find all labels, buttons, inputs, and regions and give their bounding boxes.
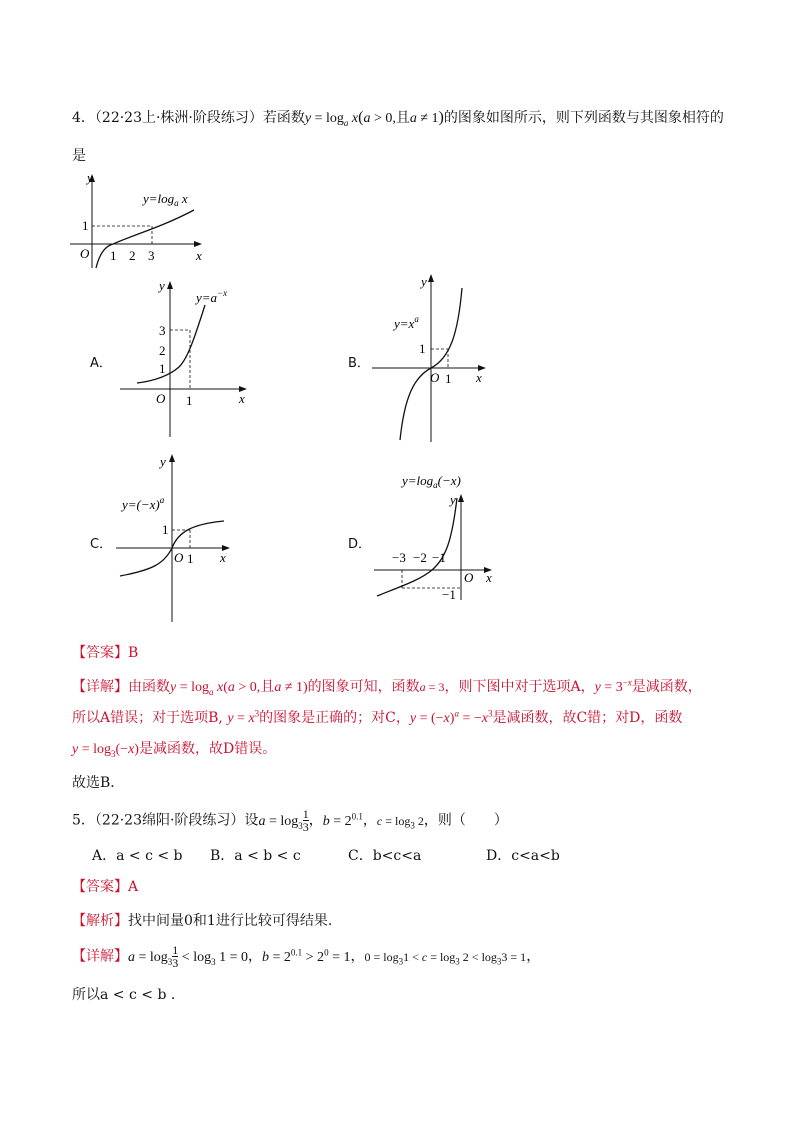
a-y-tick-3: 3 — [159, 323, 166, 338]
option-c-graph — [112, 452, 242, 624]
option-b-letter: B． — [348, 356, 370, 371]
q4-stem-cond-gt: > 0, — [370, 111, 396, 126]
q4-detail-l3-f: $y = \log_3(-x)$ — [72, 742, 139, 759]
q4-stem-suffix: 的图象如图所示，则下列函数与其图象相符的 — [443, 110, 724, 126]
q4-detail-l1-a: 由函数 — [128, 679, 170, 695]
q5-stem-sep1: ， — [308, 812, 323, 829]
q5-answer-value: A — [128, 879, 139, 895]
q5-analysis-tag: 【解析】 — [72, 913, 128, 929]
q4-detail-line2 — [72, 707, 682, 727]
q5-analysis — [72, 910, 332, 930]
b-origin: O — [430, 370, 440, 385]
c-origin: O — [174, 550, 184, 565]
q4-detail-l1-b: 的图象可知，函数 — [307, 679, 420, 695]
q5-choice-d: D．c<a<b — [486, 848, 560, 864]
option-c-letter: C． — [90, 537, 113, 552]
d-origin: O — [464, 570, 474, 585]
q5-detail-c: $0 = \log_31 < c = \log_3 2 < \log_33 = 1$ — [364, 949, 527, 966]
q4-conclusion: 故选B． — [72, 775, 125, 791]
main-x-tick-3: 3 — [148, 248, 155, 263]
q4-stem-sub: a — [343, 117, 349, 128]
a-curve-label: $y=a^{-x}$ — [196, 288, 228, 305]
option-a-graph — [115, 275, 255, 440]
main-curve-label: $y=\log_a$ x — [143, 191, 188, 208]
q5-answer — [72, 876, 138, 896]
q4-answer-value: B — [128, 645, 139, 661]
option-d-letter: D． — [348, 537, 372, 552]
q4-detail-l1-eq: = log — [176, 680, 210, 695]
q5-detail-a2: < $\log_3 1 = 0$ — [178, 949, 248, 967]
q5-detail-b: $b = 2^{0.1} > 2^0 = 1$ — [262, 946, 351, 965]
q5-answer-tag: 【答案】 — [72, 879, 128, 895]
q4-detail-l2-b: 的图象是正确的；对C， — [259, 710, 410, 726]
q4-detail-tag: 【详解】 — [72, 679, 128, 695]
main-y-label: y — [87, 170, 93, 185]
q4-stem-line2: 是 — [72, 148, 86, 164]
q5-choice-c: C．b<c<a — [348, 848, 422, 864]
q4-stem-cond-ne: ≠ 1 — [416, 111, 439, 126]
c-y-label: y — [160, 454, 166, 469]
b-y-label: y — [421, 274, 427, 289]
q4-stem-eq: = log — [311, 111, 344, 126]
q4-detail-l1-a3: a = 3 — [419, 680, 445, 694]
d-x-tick-m3: −3 — [392, 550, 406, 565]
c-x-tick-1: 1 — [187, 551, 194, 566]
q5-choice-b: B．a < b < c — [210, 848, 301, 864]
q4-stem-line1 — [72, 107, 724, 128]
q5-choice-a: A．a < c < b — [92, 848, 183, 864]
q5-detail-sep3: ， — [526, 948, 541, 965]
a-y-tick-1: 1 — [159, 361, 166, 376]
a-y-label: y — [159, 278, 165, 293]
q4-stem-x: x — [348, 111, 359, 126]
q4-detail-l1-sub: a — [209, 686, 214, 697]
b-curve-label: $y=x^a$ — [394, 314, 419, 331]
option-b-graph — [370, 272, 500, 444]
q5-stem-c: $c = \log_3 2$ — [376, 813, 424, 830]
main-x-tick-2: 2 — [129, 248, 136, 263]
q5-detail-a: $a = \log_3$ — [128, 949, 173, 967]
q5-analysis-text: 找中间量0和1进行比较可得结果. — [128, 913, 333, 929]
q4-detail-l1-cond: (a > 0, — [223, 680, 261, 695]
q4-detail-l2-a: 所以A错误；对于选项B, — [72, 710, 228, 726]
q5-stem-sep2: ， — [362, 812, 377, 829]
a-x-label: x — [239, 391, 245, 406]
q4-detail-l3-a: 是减函数，故D错误。 — [138, 741, 277, 757]
d-x-label: x — [486, 570, 492, 585]
q4-detail-line3 — [72, 738, 276, 759]
a-x-tick-1: 1 — [186, 393, 193, 408]
q5-detail-sep1: ， — [248, 948, 262, 965]
q4-detail-l2-f: $y = x^3$ — [227, 708, 260, 726]
q5-detail-frac: $\frac{1}{3}$ — [172, 943, 179, 970]
q4-answer — [72, 642, 138, 662]
q5-stem-a: $a = \log_3$ — [258, 813, 303, 831]
c-y-tick-1: 1 — [162, 522, 169, 537]
main-x-label: x — [196, 248, 202, 263]
q4-detail-l1-y: y — [170, 680, 177, 695]
q4-detail-l1-x: x — [213, 680, 224, 695]
q4-stem-cond-close: ) — [438, 109, 444, 126]
d-x-tick-m1: −1 — [432, 550, 446, 565]
q4-stem-cond-and: 且 — [395, 110, 410, 126]
q4-detail-l1-d: 是减函数， — [631, 679, 702, 695]
q4-detail-l1-and: 且 — [260, 679, 275, 695]
q4-stem-cond-a: a — [363, 111, 371, 126]
q4-answer-tag: 【答案】 — [72, 645, 128, 661]
main-y-tick-1: 1 — [82, 218, 89, 233]
q4-stem-cond: ( — [358, 109, 364, 126]
d-y-label: y — [450, 492, 456, 507]
q5-stem-prefix: 5．（22·23绵阳·阶段练习）设 — [72, 812, 259, 829]
b-y-tick-1: 1 — [419, 341, 426, 356]
q4-detail-line1 — [72, 676, 702, 697]
q4-stem-cond-a2: a — [409, 111, 417, 126]
b-x-label: x — [476, 370, 482, 385]
q4-detail-l2-c: 是减函数，故C错；对D，函数 — [492, 710, 683, 726]
d-curve-label: $y=\log_a(-x)$ — [402, 473, 461, 490]
a-y-tick-2: 2 — [159, 343, 166, 358]
c-x-label: x — [220, 550, 226, 565]
q5-stem — [72, 808, 508, 833]
d-x-tick-m2: −2 — [413, 550, 427, 565]
a-origin: O — [156, 391, 166, 406]
q4-detail-l2-f2: $y = (-x)^a = -x^3$ — [409, 708, 493, 726]
q5-detail-sep2: ， — [350, 948, 365, 965]
q4-detail-l1-f: $y = 3^{-x}$ — [594, 677, 632, 695]
q4-main-graph — [70, 170, 220, 270]
option-d-graph — [372, 470, 502, 602]
q4-detail-l1-c: ，则下图中对于选项A， — [444, 679, 595, 695]
q5-stem-end: ，则（ ） — [423, 812, 508, 829]
q5-stem-b: $b = 2^{0.1}$ — [322, 810, 363, 829]
c-curve-label: $y=(-x)^a$ — [122, 495, 165, 512]
option-a-letter: A． — [90, 356, 112, 371]
q4-stem-prefix: 4．（22·23上·株洲·阶段练习）若函数 — [72, 110, 305, 126]
q5-stem-frac: $\frac{1}{3}$ — [302, 807, 309, 834]
q4-detail-l1-cond2: a ≠ 1) — [274, 680, 308, 695]
q4-stem-formula: y — [304, 111, 312, 126]
main-origin: O — [80, 246, 90, 261]
main-x-tick-1: 1 — [110, 248, 117, 263]
q5-conclusion: 所以a < c < b . — [72, 987, 176, 1003]
q5-detail-tag: 【详解】 — [72, 948, 128, 965]
q5-detail — [72, 944, 540, 969]
d-y-tick-m1: −1 — [442, 587, 456, 602]
b-x-tick-1: 1 — [445, 371, 452, 386]
